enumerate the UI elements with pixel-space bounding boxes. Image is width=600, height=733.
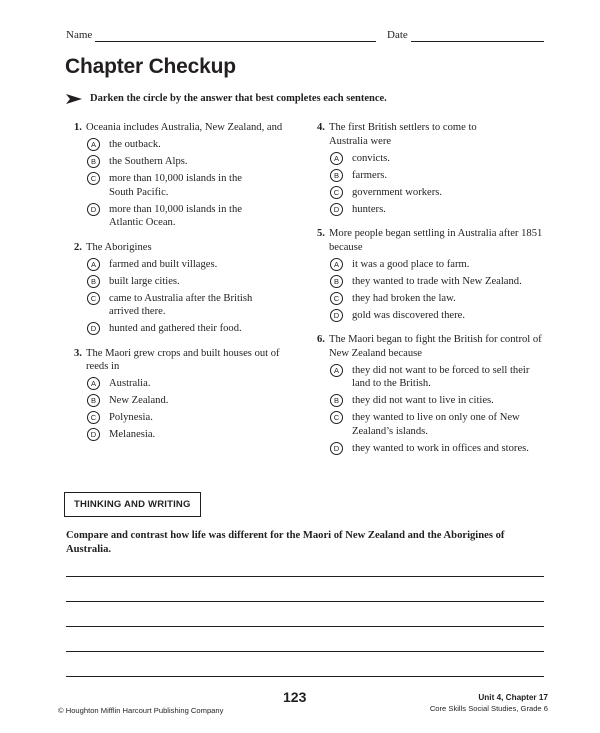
answer-option[interactable]	[330, 442, 549, 456]
answer-bubble[interactable]: C	[87, 172, 100, 185]
answer-bubble[interactable]: B	[87, 155, 100, 168]
date-label: Date	[387, 29, 408, 41]
option-text: government workers.	[352, 186, 443, 198]
question-text: The Maori grew crops and built houses out of reeds in	[86, 347, 280, 372]
writing-line[interactable]	[66, 576, 544, 577]
answer-bubble[interactable]: A	[330, 152, 343, 165]
option-text: the Southern Alps.	[109, 156, 188, 167]
answer-bubble[interactable]: C	[87, 292, 100, 305]
answer-option[interactable]	[330, 411, 549, 438]
answer-option[interactable]	[330, 292, 549, 306]
answer-bubble[interactable]: A	[330, 258, 343, 271]
option-text: they had broken the law.	[352, 292, 456, 304]
question-text: More people began settling in Australia after 1851 because	[329, 228, 543, 253]
date-field[interactable]	[411, 41, 544, 42]
answer-option[interactable]	[87, 292, 304, 319]
option-text: hunters.	[352, 203, 386, 215]
question	[317, 333, 549, 455]
question	[74, 347, 304, 442]
answer-bubble[interactable]: A	[87, 258, 100, 271]
right-column	[317, 121, 549, 455]
section-heading: THINKING AND WRITING	[64, 492, 201, 517]
question-number: 5.	[317, 228, 325, 239]
answer-option[interactable]	[330, 203, 549, 217]
answer-bubble[interactable]: D	[87, 322, 100, 335]
option-text: Melanesia.	[109, 429, 156, 440]
option-text: more than 10,000 islands in the Atlantic Ocean.	[109, 203, 242, 228]
writing-line[interactable]	[66, 651, 544, 652]
answer-bubble[interactable]: A	[87, 377, 100, 390]
answer-bubble[interactable]: D	[87, 428, 100, 441]
answer-option[interactable]	[87, 203, 304, 230]
answer-bubble[interactable]: D	[330, 309, 343, 322]
option-text: Polynesia.	[109, 412, 153, 423]
option-text: the outback.	[109, 139, 161, 150]
instruction-row	[66, 93, 546, 104]
answer-option[interactable]	[87, 155, 304, 169]
option-text: they wanted to work in offices and stores.	[352, 442, 529, 454]
answer-option[interactable]	[87, 172, 304, 199]
footer-right	[430, 693, 548, 713]
answer-option[interactable]	[330, 169, 549, 183]
question	[317, 121, 549, 216]
question-text: The first British settlers to come to Australia were	[329, 122, 477, 147]
question-number: 2.	[74, 241, 82, 253]
answer-bubble[interactable]: C	[87, 411, 100, 424]
book-title: Core Skills Social Studies, Grade 6	[429, 704, 548, 713]
writing-line[interactable]	[66, 676, 544, 677]
answer-option[interactable]	[330, 309, 549, 323]
copyright: © Houghton Mifflin Harcourt Publishing Company	[58, 706, 224, 715]
question	[317, 227, 549, 322]
page-title: Chapter Checkup	[65, 55, 236, 78]
option-text: Australia.	[109, 378, 151, 389]
answer-option[interactable]	[87, 394, 304, 408]
option-text: New Zealand.	[109, 395, 169, 406]
option-text: they did not want to live in cities.	[352, 395, 494, 406]
question-text: The Aborigines	[86, 241, 152, 253]
page-number: 123	[283, 689, 307, 705]
answer-option[interactable]	[330, 394, 549, 408]
question	[74, 241, 304, 336]
writing-line[interactable]	[66, 601, 544, 602]
name-field[interactable]	[95, 41, 376, 42]
answer-bubble[interactable]: C	[330, 292, 343, 305]
answer-option[interactable]	[330, 258, 549, 272]
question-number: 1.	[74, 122, 82, 133]
answer-option[interactable]	[87, 258, 304, 272]
left-column	[74, 121, 304, 442]
question-number: 6.	[317, 334, 325, 345]
answer-bubble[interactable]: B	[330, 394, 343, 407]
answer-bubble[interactable]: D	[87, 203, 100, 216]
option-text: farmers.	[352, 169, 387, 181]
answer-bubble[interactable]: B	[330, 275, 343, 288]
answer-option[interactable]	[330, 364, 549, 391]
question-number: 4.	[317, 122, 325, 133]
option-text: convicts.	[352, 152, 390, 164]
answer-option[interactable]	[330, 186, 549, 200]
answer-bubble[interactable]: A	[330, 364, 343, 377]
option-text: it was a good place to farm.	[352, 258, 470, 270]
option-text: built large cities.	[109, 275, 180, 287]
question-text: The Maori began to fight the British for control of New Zealand because	[329, 334, 542, 359]
answer-bubble[interactable]: B	[330, 169, 343, 182]
answer-bubble[interactable]: D	[330, 203, 343, 216]
option-text: hunted and gathered their food.	[109, 323, 242, 334]
answer-option[interactable]	[87, 411, 304, 425]
answer-bubble[interactable]: C	[330, 186, 343, 199]
question	[74, 121, 304, 230]
option-text: more than 10,000 islands in the South Pacific.	[109, 173, 242, 198]
answer-option[interactable]	[330, 152, 549, 166]
answer-option[interactable]	[87, 428, 304, 442]
answer-option[interactable]	[87, 138, 304, 152]
writing-prompt: Compare and contrast how life was different for the Maori of New Zealand and the Aborigines of Australia.	[66, 530, 505, 555]
answer-bubble[interactable]: C	[330, 411, 343, 424]
option-text: came to Australia after the British arrived there.	[109, 292, 253, 317]
option-text: farmed and built villages.	[109, 258, 218, 270]
answer-option[interactable]	[87, 377, 304, 391]
instruction-text: Darken the circle by the answer that best completes each sentence.	[90, 93, 387, 104]
option-text: they wanted to trade with New Zealand.	[352, 275, 522, 287]
question-text: Oceania includes Australia, New Zealand, and	[86, 122, 283, 133]
question-number: 3.	[74, 347, 82, 359]
arrow-icon	[66, 94, 82, 104]
option-text: they wanted to live on only one of New Zealand’s islands.	[352, 412, 520, 437]
answer-option[interactable]	[87, 275, 304, 289]
answer-bubble[interactable]: B	[87, 275, 100, 288]
answer-option[interactable]	[87, 322, 304, 336]
option-text: gold was discovered there.	[352, 309, 465, 321]
answer-option[interactable]	[330, 275, 549, 289]
unit-chapter: Unit 4, Chapter 17	[478, 693, 548, 702]
name-label: Name	[66, 29, 93, 41]
answer-bubble[interactable]: A	[87, 138, 100, 151]
writing-line[interactable]	[66, 626, 544, 627]
option-text: they did not want to be forced to sell their land to the British.	[352, 364, 530, 389]
answer-bubble[interactable]: D	[330, 442, 343, 455]
answer-bubble[interactable]: B	[87, 394, 100, 407]
